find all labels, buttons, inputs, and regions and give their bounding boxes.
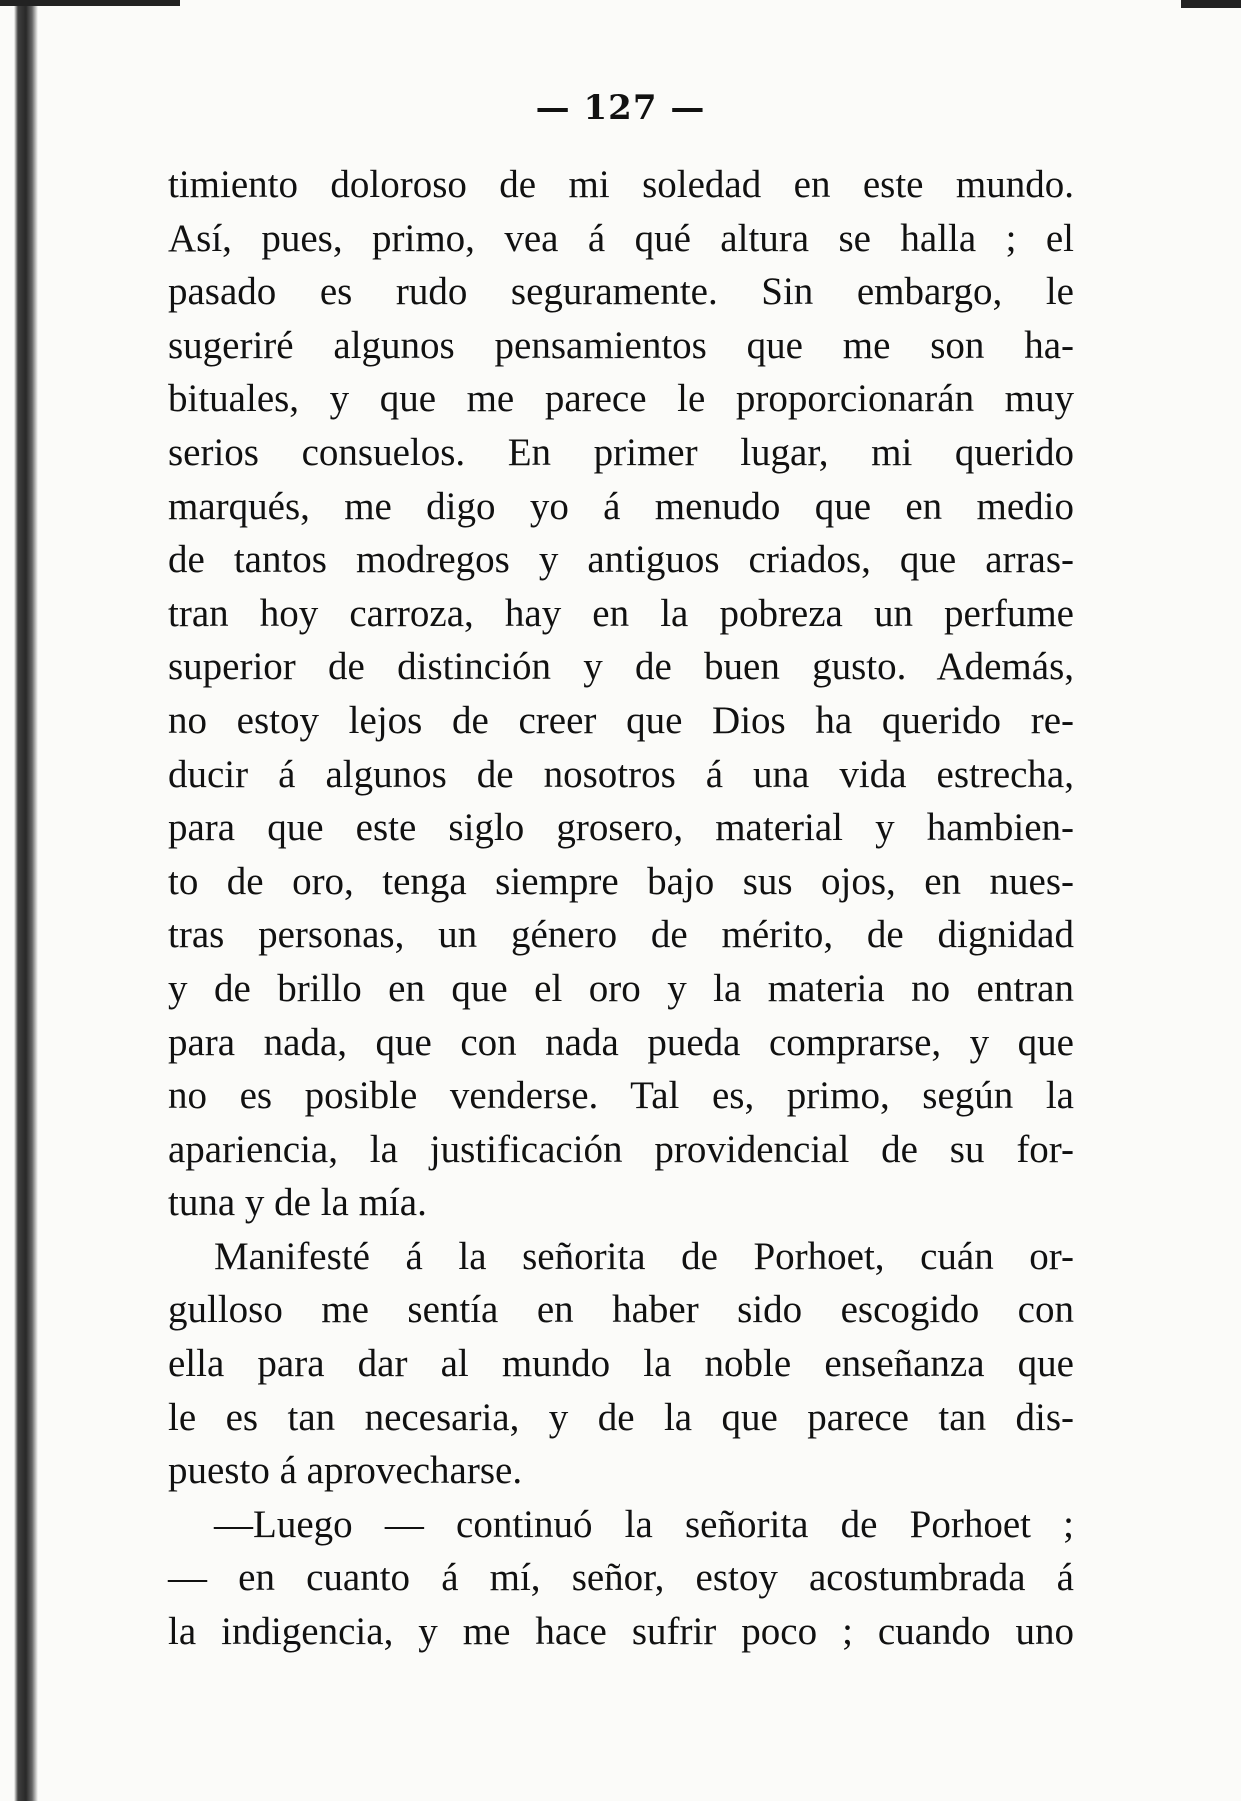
text-line: Manifesté á la señorita de Porhoet, cuán or- [214, 1234, 1074, 1278]
scan-corner-mark-right [1181, 0, 1241, 8]
text-line: tuna y de la mía. [168, 1181, 427, 1225]
text-line: ducir á algunos de nosotros á una vida estrecha, [168, 752, 1074, 796]
text-line: y de brillo en que el oro y la materia no entran [168, 966, 1074, 1010]
text-line: bituales, y que me parece le proporcionarán muy [168, 377, 1074, 421]
text-line: Así, pues, primo, vea á qué altura se halla ; el [168, 216, 1074, 260]
body-text [168, 158, 1074, 1659]
text-line: puesto á aprovecharse. [168, 1449, 523, 1493]
text-line: marqués, me digo yo á menudo que en medio [168, 484, 1074, 528]
text-line: no es posible venderse. Tal es, primo, según la [168, 1074, 1074, 1118]
text-line: to de oro, tenga siempre bajo sus ojos, en nues- [168, 859, 1074, 903]
paragraph-3 [168, 1498, 1074, 1659]
text-line: para nada, que con nada pueda comprarse, y que [168, 1020, 1074, 1064]
text-line: no estoy lejos de creer que Dios ha querido re- [168, 698, 1074, 742]
text-line: superior de distinción y de buen gusto. Además, [168, 645, 1074, 689]
text-line: sugeriré algunos pensamientos que me son ha- [168, 323, 1074, 367]
text-line: pasado es rudo seguramente. Sin embargo, le [168, 270, 1074, 314]
text-line: — en cuanto á mí, señor, estoy acostumbrada á [168, 1556, 1074, 1600]
text-line: serios consuelos. En primer lugar, mi querido [168, 430, 1074, 474]
page-number: — 127 — [535, 88, 706, 128]
text-line: gulloso me sentía en haber sido escogido con [168, 1288, 1074, 1332]
scan-corner-mark-left [0, 0, 180, 6]
text-line: —Luego — continuó la señorita de Porhoet ; [214, 1502, 1074, 1546]
text-line: timiento doloroso de mi soledad en este mundo. [168, 163, 1074, 206]
text-line: le es tan necesaria, y de la que parece tan dis- [168, 1395, 1074, 1439]
text-line: tras personas, un género de mérito, de dignidad [168, 913, 1074, 957]
paragraph-1 [168, 158, 1074, 1230]
text-line: apariencia, la justificación providencial de su for- [168, 1127, 1074, 1171]
text-line: la indigencia, y me hace sufrir poco ; cuando uno [168, 1610, 1074, 1654]
binding-edge [0, 0, 38, 1801]
text-line: ella para dar al mundo la noble enseñanza que [168, 1342, 1074, 1386]
text-line: tran hoy carroza, hay en la pobreza un perfume [168, 591, 1074, 635]
text-line: de tantos modregos y antiguos criados, que arras- [168, 538, 1074, 582]
text-line: para que este siglo grosero, material y hambien- [168, 806, 1074, 850]
paragraph-2 [168, 1230, 1074, 1498]
